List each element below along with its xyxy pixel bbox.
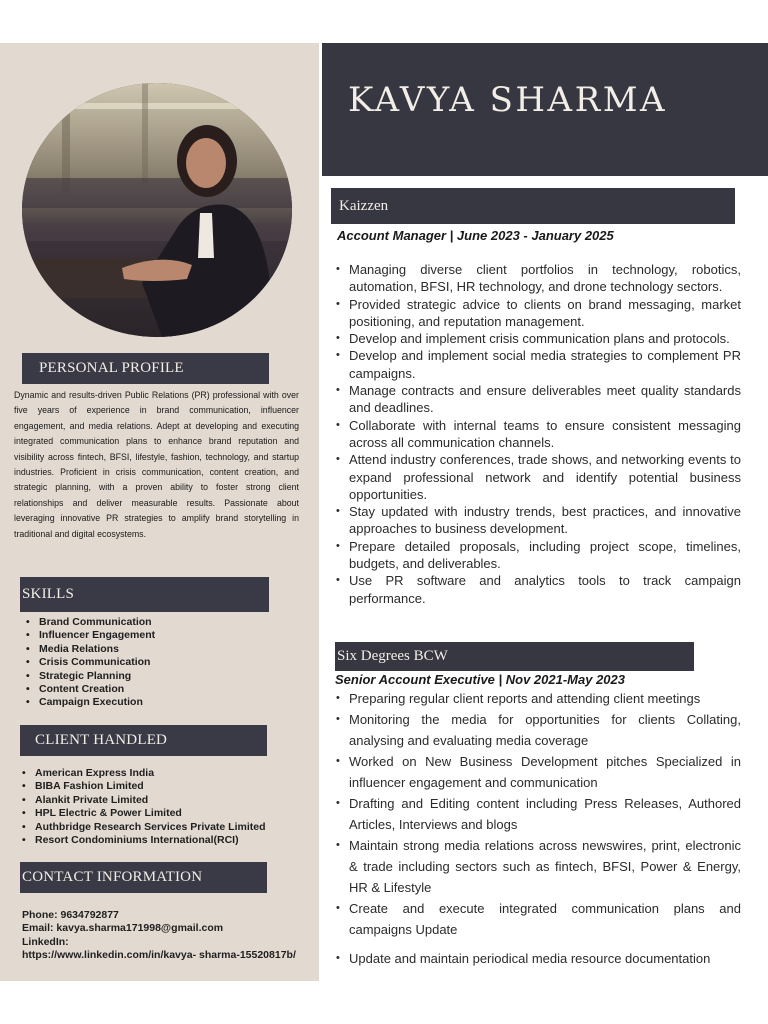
responsibility-item: • Develop and implement crisis communication plans and protocols. [336,330,741,347]
company-bar-six-degrees: Six Degrees BCW [335,642,694,671]
responsibility-item: • Monitoring the media for opportunities for clients Collating, analysing and evaluating media coverage [336,709,741,751]
skill-item: • Strategic Planning [24,670,155,683]
company-bar-kaizzen: Kaizzen [331,188,735,224]
responsibilities-list-extra [336,950,741,967]
responsibility-item: • Preparing regular client reports and attending client meetings [336,688,741,709]
linkedin-label: LinkedIn: [22,935,69,948]
skill-item: • Content Creation [24,683,155,696]
profile-photo-image [22,83,292,337]
personal-profile-text: Dynamic and results-driven Public Relations (PR) professional with over five years of experience in brand communication, influencer engagement, and media relations. Adept at developing and executing integrated communication plans to enhance brand reputation and visibility across fintech, BFSI, lifestyle, fashion, technology, and startup industries. Proficient in crisis communication, content creation, and strategic planning, with a proven ability to foster strong client relationships and deliver measurable results. Passionate about leveraging innovative PR strategies to amplify brand storytelling in traditional and digital ecosystems. [14,390,299,539]
responsibilities-list [336,261,741,607]
client-item: • Resort Condominiums International(RCI) [20,834,270,847]
responsibility-item: • Use PR software and analytics tools to track campaign performance. [336,572,741,607]
responsibility-item: • Drafting and Editing content including Press Releases, Authored Articles, Interviews and blogs [336,793,741,835]
responsibility-item: • Prepare detailed proposals, including project scope, timelines, budgets, and deliverables. [336,538,741,573]
job-role-title: Senior Account Executive | Nov 2021-May 2023 [335,672,625,687]
responsibilities-list [336,688,741,940]
responsibility-item: • Worked on New Business Development pitches Specialized in influencer engagement and communication [336,751,741,793]
client-item: • Alankit Private Limited [20,794,270,807]
skill-item: • Influencer Engagement [24,629,155,642]
skill-item: • Crisis Communication [24,656,155,669]
responsibility-item: • Develop and implement social media strategies to complement PR campaigns. [336,347,741,382]
responsibility-item: • Attend industry conferences, trade shows, and networking events to expand professional network and identify potential business opportunities. [336,451,741,503]
personal-profile-heading: PERSONAL PROFILE [22,353,269,384]
linkedin-link[interactable]: https://www.linkedin.com/in/kavya- sharma-15520817b/ [22,949,296,962]
client-item: • BIBA Fashion Limited [20,780,270,793]
contact-details [22,909,297,963]
skill-item: • Brand Communication [24,616,155,629]
client-item: • Authbridge Research Services Private Limited [20,821,270,834]
responsibility-item: • Manage contracts and ensure deliverables meet quality standards and deadlines. [336,382,741,417]
responsibility-item: • Maintain strong media relations across newswires, print, electronic & trade including sectors such as fintech, BFSI, Power & Energy, HR & Lifestyle [336,835,741,898]
skills-list [24,616,155,710]
responsibility-item: • Provided strategic advice to clients on brand messaging, market positioning, and reputation management. [336,296,741,331]
contact-information-heading: CONTACT INFORMATION [20,862,267,893]
email-text[interactable]: Email: kavya.sharma171998@gmail.com [22,922,224,935]
responsibility-item: • Managing diverse client portfolios in technology, robotics, automation, BFSI, HR technology, and drone technology sectors. [336,261,741,296]
skills-heading: SKILLS [20,577,269,612]
profile-photo [22,83,292,337]
clients-list [20,767,270,847]
responsibility-item: • Create and execute integrated communication plans and campaigns Update [336,898,741,940]
responsibility-item: • Update and maintain periodical media resource documentation [336,950,741,967]
phone-text: Phone: 9634792877 [22,909,119,921]
skill-item: • Campaign Execution [24,696,155,709]
responsibility-item: • Stay updated with industry trends, best practices, and innovative approaches to business development. [336,503,741,538]
skill-item: • Media Relations [24,643,155,656]
client-item: • HPL Electric & Power Limited [20,807,270,820]
responsibility-item: • Collaborate with internal teams to ensure consistent messaging across all communication channels. [336,417,741,452]
candidate-name: KAVYA SHARMA [348,80,668,120]
job-role-title: Account Manager | June 2023 - January 2025 [337,228,614,243]
client-item: • American Express India [20,767,270,780]
client-handled-heading: CLIENT HANDLED [20,725,267,756]
